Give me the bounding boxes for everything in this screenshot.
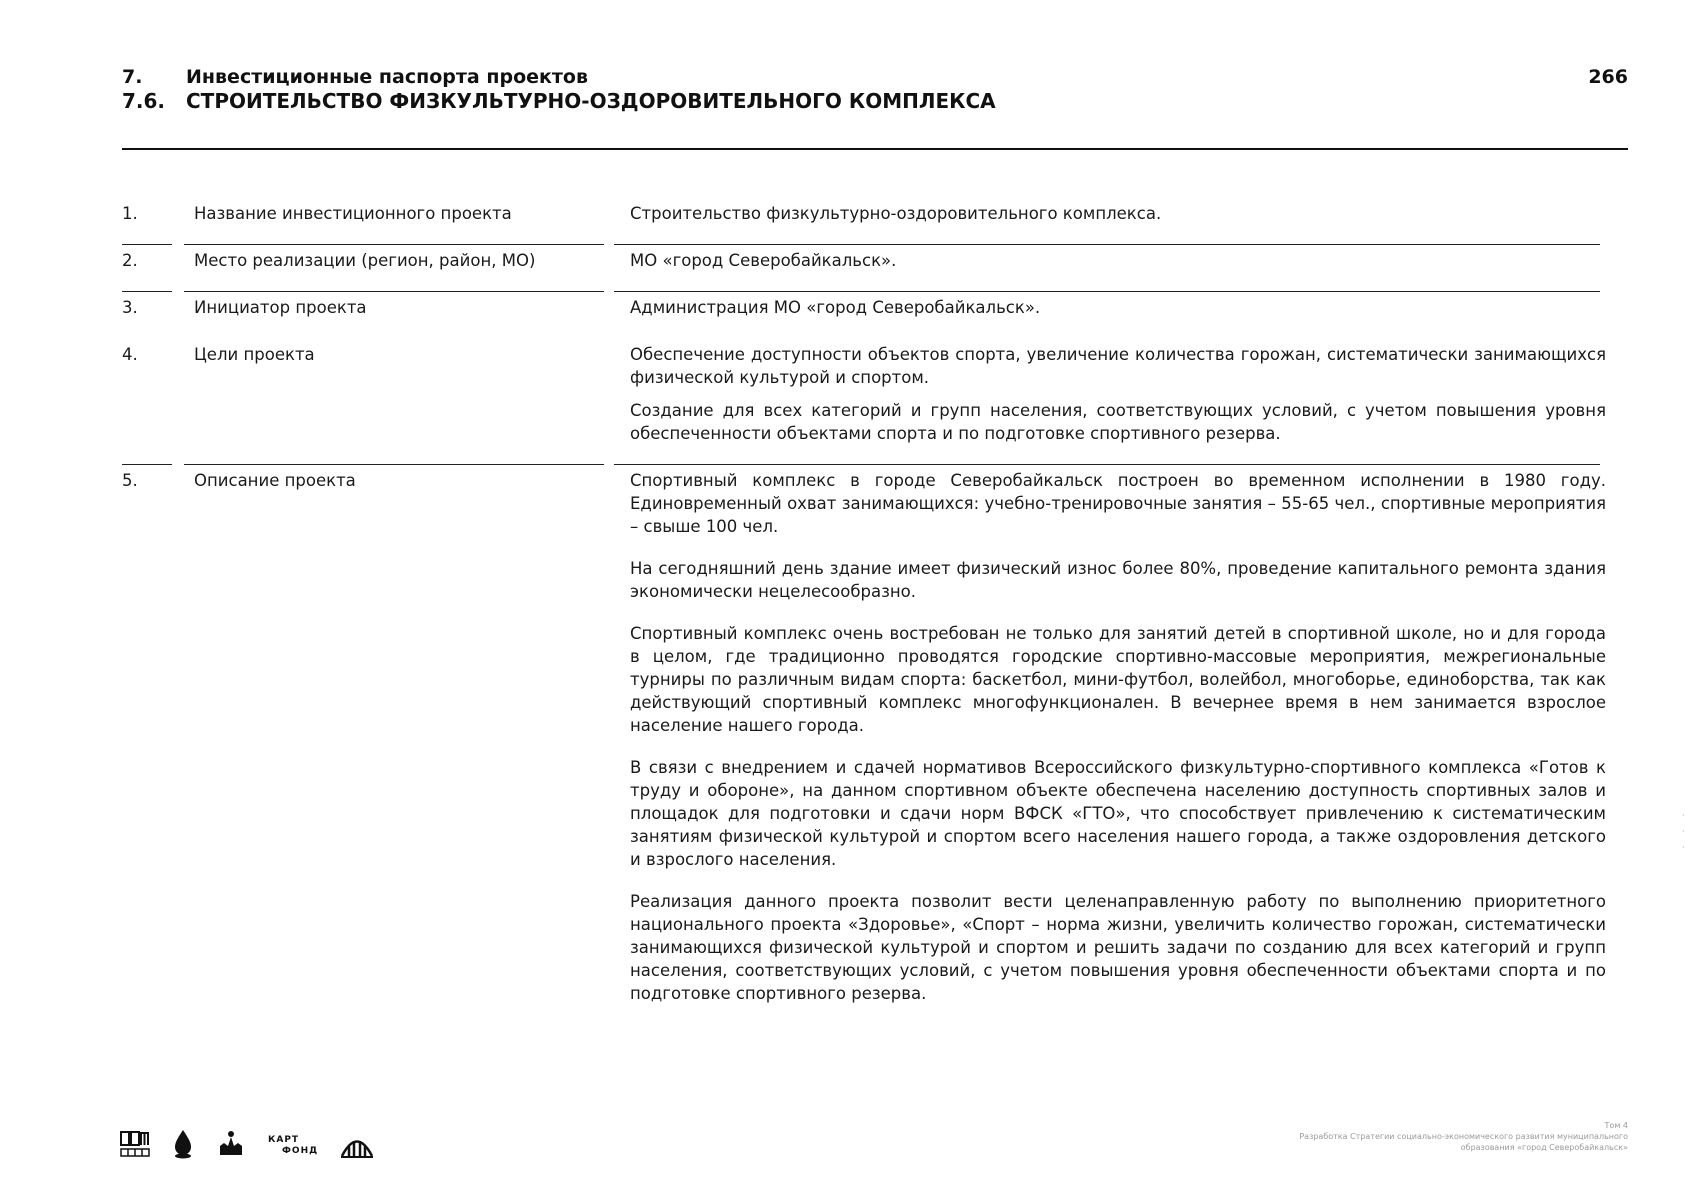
section-heading	[122, 66, 1628, 89]
subsection-number: 7.6.	[122, 89, 166, 113]
ddm-logo	[120, 1130, 150, 1162]
row-number: 5.	[122, 471, 138, 490]
footer-document-title: Разработка Стратегии социально-экономического развития муниципального	[1299, 1132, 1628, 1141]
subsection-heading	[122, 89, 1628, 113]
row-number: 4.	[122, 345, 138, 364]
row-divider	[614, 464, 1600, 465]
row-divider	[184, 291, 604, 292]
footer-caption	[1208, 1120, 1628, 1153]
footer-document-subtitle: образования «город Северобайкальск»	[1460, 1143, 1628, 1152]
edge-marks: · · ·	[1682, 811, 1685, 852]
row-label: Название инвестиционного проекта	[194, 204, 512, 223]
header-divider	[122, 148, 1628, 150]
row-divider	[614, 244, 1600, 245]
footer-volume: Том 4	[1604, 1121, 1628, 1130]
value-paragraph: Обеспечение доступности объектов спорта, увеличение количества горожан, систематически занимающихся физической культурой и спортом.	[630, 345, 1606, 387]
hands-logo	[216, 1129, 246, 1163]
row-value	[630, 296, 1606, 329]
page-header	[122, 66, 1628, 113]
row-divider	[122, 244, 172, 245]
section-title: Инвестиционные паспорта проектов	[186, 66, 589, 88]
row-divider	[614, 291, 1600, 292]
subsection-title: СТРОИТЕЛЬСТВО ФИЗКУЛЬТУРНО-ОЗДОРОВИТЕЛЬНОГО КОМПЛЕКСА	[186, 89, 996, 113]
row-value	[630, 469, 1606, 1024]
row-number: 2.	[122, 251, 138, 270]
row-value	[630, 343, 1606, 455]
section-number: 7.	[122, 66, 143, 88]
value-paragraph: В связи с внедрением и сдачей нормативов Всероссийского физкультурно-спортивного комплекса «Готов к труду и обороне», на данном спортивном объекте обеспечена населению доступность спортивных залов и площадок для подготовки и сдачи норм ВФСК «ГТО», что способствует привлечению к систематическим занятиям физической культурой и спортом всего населения нашего города, а также оздоровления детского и взрослого населения.	[630, 758, 1606, 869]
value-paragraph: На сегодняшний день здание имеет физический износ более 80%, проведение капитального ремонта здания экономически нецелесообразно.	[630, 559, 1606, 601]
row-label: Место реализации (регион, район, МО)	[194, 251, 536, 270]
row-divider	[122, 291, 172, 292]
value-paragraph: Реализация данного проекта позволит вести целенаправленную работу по выполнению приоритетного национального проекта «Здоровье», «Спорт – норма жизни, увеличить количество горожан, систематически занимающихся физической культурой и спортом и решить задачи по созданию для всех категорий и групп населения, соответствующих условий, с учетом повышения уровня обеспеченности объектами спорта и по подготовке спортивного резерва.	[630, 892, 1606, 1003]
drop-logo	[172, 1129, 194, 1163]
value-paragraph: Строительство физкультурно-оздоровительного комплекса.	[630, 204, 1162, 223]
row-divider	[122, 464, 172, 465]
value-paragraph: Спортивный комплекс очень востребован не только для занятий детей в спортивной школе, но и для города в целом, где традиционно проводятся городские спортивно-массовые мероприятия, межрегиональные турниры по различным видам спорта: баскетбол, мини-футбол, волейбол, многоборье, единоборства, так как действующий спортивный комплекс многофункционален. В вечернее время в нем занимается взрослое население нашего города.	[630, 624, 1606, 735]
kartfond-logo-line1: КАРТ	[268, 1135, 300, 1145]
row-divider	[184, 244, 604, 245]
value-paragraph: Спортивный комплекс в городе Северобайкальск построен во временном исполнении в 1980 году. Единовременный охват занимающихся: учебно-тренировочные занятия – 55-65 чел., спортивные мероприятия – свыше 100 чел.	[630, 471, 1606, 536]
row-number: 3.	[122, 298, 138, 317]
value-paragraph: Администрация МО «город Северобайкальск».	[630, 298, 1041, 317]
row-label: Цели проекта	[194, 345, 315, 364]
value-paragraph: МО «город Северобайкальск».	[630, 251, 897, 270]
value-paragraph: Создание для всех категорий и групп населения, соответствующих условий, с учетом повышения уровня обеспеченности объектами спорта и по подготовке спортивного резерва.	[630, 401, 1606, 443]
kartfond-logo-line2: ФОНД	[282, 1146, 319, 1156]
kartfond-logo	[268, 1135, 318, 1157]
page-number: 266	[1588, 66, 1628, 88]
building-logo	[340, 1129, 374, 1163]
row-label: Инициатор проекта	[194, 298, 367, 317]
row-value	[630, 202, 1606, 235]
row-value	[630, 249, 1606, 282]
row-number: 1.	[122, 204, 138, 223]
footer-logos	[120, 1128, 374, 1164]
row-label: Описание проекта	[194, 471, 356, 490]
row-divider	[184, 464, 604, 465]
